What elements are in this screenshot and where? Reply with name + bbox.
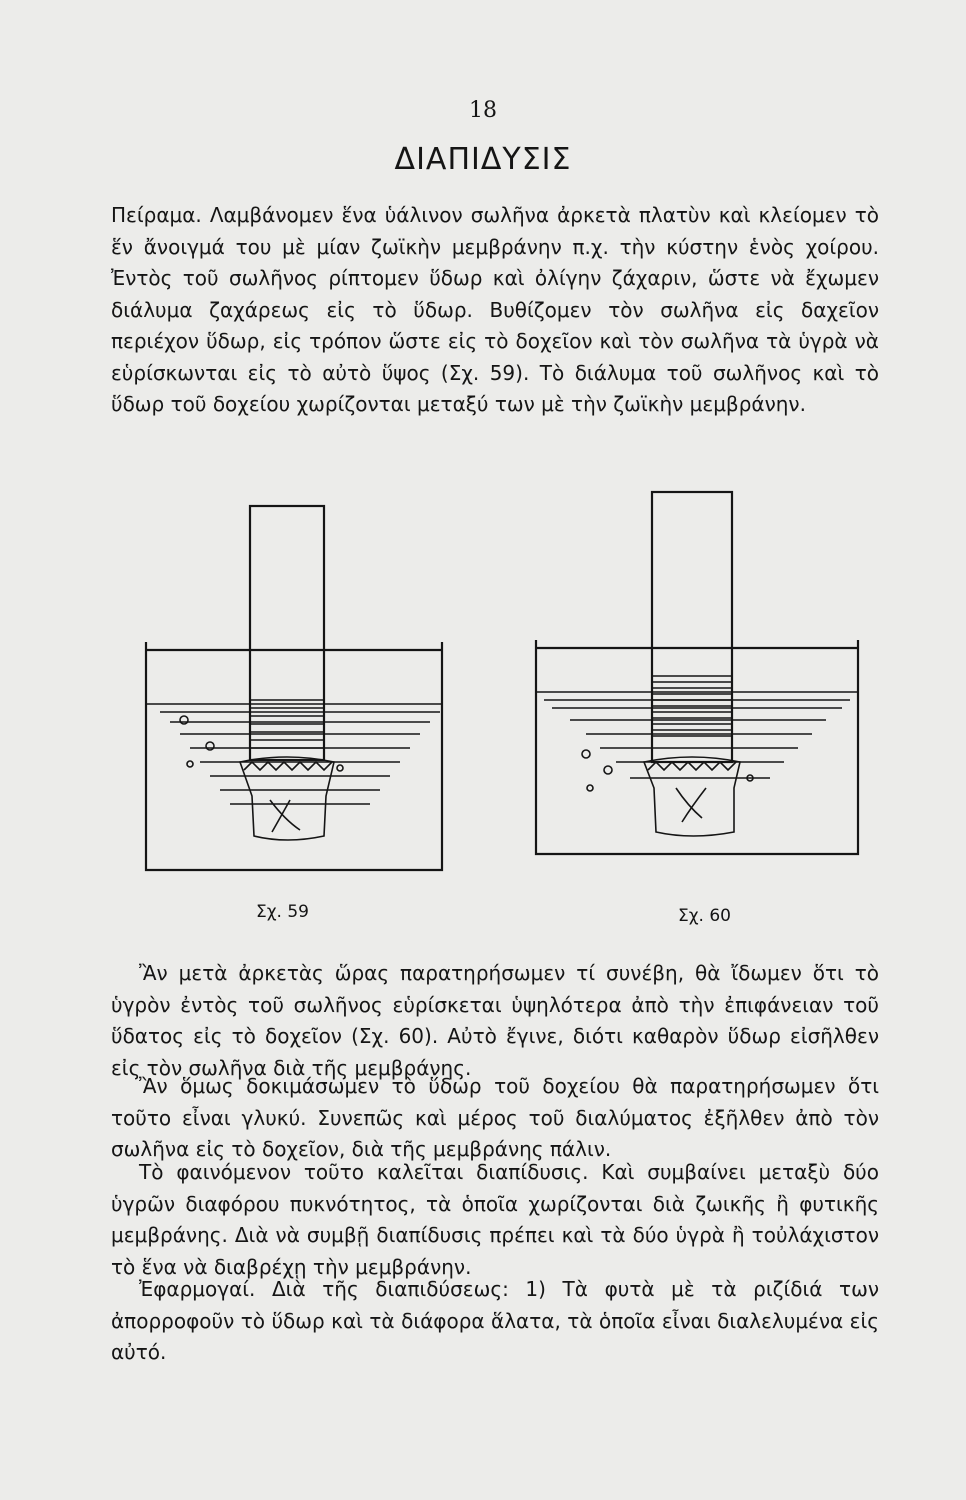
figure-59-caption: Σχ. 59 (256, 902, 310, 922)
page-title: ΔΙΑΠΙΔΥΣΙΣ (394, 142, 572, 177)
body-paragraph-4: Ἐφαρμογαί. Διὰ τῆς διαπιδύσεως: 1) Τὰ φυτὰ μὲ τὰ ριζίδιά των ἀπορροφοῦν τὸ ὕδωρ καὶ τὰ διάφορα ἅλατα, τὰ ὁποῖα εἶναι διαλελυμένα εἰς αὐτό. (111, 1277, 879, 1364)
figure-60-caption: Σχ. 60 (678, 906, 732, 926)
experiment-text: Λαμβάνομεν ἕνα ὑάλινον σωλῆνα ἀρκετὰ πλατὺν καὶ κλείομεν τὸ ἕν ἄνοιγμά του μὲ μίαν ζωϊκὴν μεμβράνην π.χ. τὴν κύστην ἑνὸς χοίρου. Ἐντὸς τοῦ σωλῆνος ρίπτομεν ὕδωρ καὶ ὀλίγην ζάχαριν, ὥστε νὰ ἔχωμεν διάλυμα ζαχάρεως εἰς τὸ ὕδωρ. Βυθίζομεν τὸν σωλῆνα εἰς δαχεῖον περιέχον ὕδωρ, εἰς τρόπον ὥστε εἰς τὸ δοχεῖον καὶ τὸν σωλῆνα τὰ ὑγρὰ νὰ εὑρίσκωνται εἰς τὸ αὐτὸ ὕψος (Σχ. 59). Τὸ διάλυμα τοῦ σωλῆνος καὶ τὸ ὕδωρ τοῦ δοχείου χωρίζονται μεταξύ των μὲ τὴν ζωϊκὴν μεμβράνην. (111, 203, 879, 416)
page-number: 18 (469, 98, 497, 123)
figure-60-diagram (530, 488, 870, 868)
experiment-paragraph (111, 200, 879, 421)
body-paragraph-2: Ἂν ὅμως δοκιμάσωμεν τὸ ὕδωρ τοῦ δοχείου θὰ παρατηρήσωμεν ὅτι τοῦτο εἶναι γλυκύ. Συνεπῶς καὶ μέρος τοῦ διαλύματος ἐξῆλθεν ἀπὸ τὸν σωλῆνα εἰς τὸ δοχεῖον, διὰ τῆς μεμβράνης πάλιν. (111, 1074, 879, 1161)
fig60-membrane (644, 757, 740, 836)
fig60-container (536, 640, 858, 854)
body-paragraph-3: Τὸ φαινόμενον τοῦτο καλεῖται διαπίδυσις. Καὶ συμβαίνει μεταξὺ δύο ὑγρῶν διαφόρου πυκνότητος, τὰ ὁποῖα χωρίζονται διὰ ζωικῆς ἢ φυτικῆς μεμβράνης. Διὰ νὰ συμβῇ διαπίδυσις πρέπει καὶ τὰ δύο ὑγρὰ ἢ τοὐλάχιστον τὸ ἕνα νὰ διαβρέχῃ τὴν μεμβράνην. (111, 1160, 879, 1279)
fig60-tube (652, 492, 732, 762)
figure-59-diagram (140, 500, 450, 880)
body-paragraph-1: Ἂν μετὰ ἀρκετὰς ὥρας παρατηρήσωμεν τί συνέβη, θὰ ἴδωμεν ὅτι τὸ ὑγρὸν ἐντὸς τοῦ σωλῆνος εὑρίσκεται ὑψηλότερα ἀπὸ τὴν ἐπιφάνειαν τοῦ ὕδατος εἰς τὸ δοχεῖον (Σχ. 60). Αὐτὸ ἔγινε, διότι καθαρὸν ὕδωρ εἰσῆλθεν εἰς τὸν σωλῆνα διὰ τῆς μεμβράνης. (111, 961, 879, 1080)
experiment-lead: Πείραμα. (111, 203, 202, 227)
fig59-membrane (240, 757, 334, 840)
fig59-container (146, 642, 442, 870)
